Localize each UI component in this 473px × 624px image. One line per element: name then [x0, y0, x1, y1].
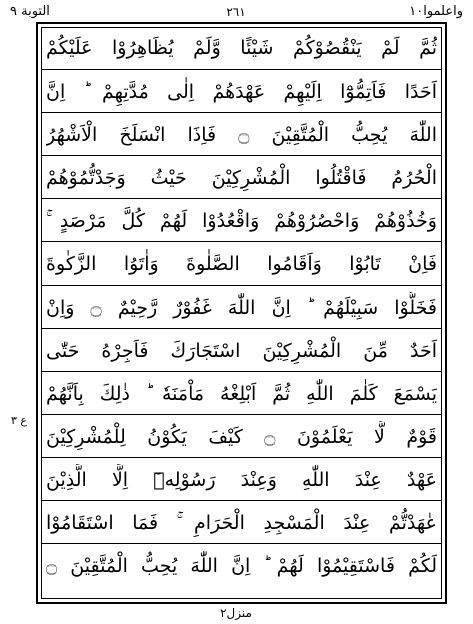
verse-line-text: اللّٰهَ يُحِبُّ الْمُتَّقِيْنَ ۝ فَاِذَا انْسَلَخَ الْاَشْهُرُ: [46, 124, 437, 146]
line-rule: [42, 241, 441, 242]
juz-name-header: واعلموا١٠: [409, 4, 463, 19]
line-rule: [42, 500, 441, 501]
verse-line-text: اَحَدٌ مِّنَ الْمُشْرِكِيْنَ اسْتَجَارَكَ فَاَجِرْهُ حَتّٰى: [46, 340, 437, 362]
verse-line: [42, 503, 441, 541]
line-rule: [42, 328, 441, 329]
verse-lines: [42, 28, 441, 598]
line-rule: [42, 371, 441, 372]
verse-line-text: فَخَلُّوْا سَبِيْلَهُمْ ؕ اِنَّ اللّٰهَ غَفُوْرٌ رَّحِيْمٌ ۝ وَاِنْ: [46, 297, 437, 319]
verse-line: [42, 460, 441, 498]
line-rule: [42, 457, 441, 458]
verse-line: [42, 201, 441, 239]
verse-line-text: وَخُذُوْهُمْ وَاحْصُرُوْهُمْ وَاقْعُدُوْا لَهُمْ كُلَّ مَرْصَدٍ ۚ: [46, 210, 437, 232]
verse-line: [42, 374, 441, 412]
verse-line-text: يَسْمَعَ كَلٰمَ اللّٰهِ ثُمَّ اَبْلِغْهُ مَاْمَنَهٗ ؕ ذٰلِكَ بِاَنَّهُمْ: [46, 383, 437, 405]
line-rule: [42, 414, 441, 415]
surah-name-header: التوبة ٩: [10, 4, 50, 19]
verse-line-text: فَاِنْ تَابُوْا وَاَقَامُوا الصَّلٰوةَ وَاٰتَوُا الزَّكٰوةَ: [46, 253, 437, 275]
line-rule: [42, 155, 441, 156]
verse-line-text: عٰهَدْتُّمْ عِنْدَ الْمَسْجِدِ الْحَرَامِ ۚ فَمَا اسْتَقَامُوْا: [46, 512, 437, 534]
verse-line-text: الْحُرُمُ فَاقْتُلُوا الْمُشْرِكِيْنَ حَيْثُ وَجَدْتُّمُوْهُمْ: [46, 167, 437, 189]
verse-line: [42, 158, 441, 196]
verse-line-text: اَحَدًا فَاَتِمُّوْٓا اِلَيْهِمْ عَهْدَهُمْ اِلٰى مُدَّتِهِمْ ؕ اِنَّ: [46, 81, 437, 103]
verse-line-text: ثُمَّ لَمْ يَنْقُصُوْكُمْ شَيْئًا وَّلَمْ يُظَاهِرُوْا عَلَيْكُمْ: [46, 37, 437, 59]
line-rule: [42, 198, 441, 199]
verse-line-text: عَهْدٌ عِنْدَ اللّٰهِ وَعِنْدَ رَسُوْلِهٖٓ اِلَّا الَّذِيْنَ: [46, 469, 437, 491]
line-rule: [42, 285, 441, 286]
verse-line: [42, 72, 441, 110]
line-rule: [42, 543, 441, 544]
verse-line: [42, 28, 441, 66]
ruku-marker: ع ٣: [11, 414, 27, 427]
verse-line: [42, 244, 441, 282]
line-rule: [42, 69, 441, 70]
verse-line-text: لَكُمْ فَاسْتَقِيْمُوْا لَهُمْ ؕ اِنَّ اللّٰهَ يُحِبُّ الْمُتَّقِيْنَ ۝: [46, 555, 437, 577]
verse-line: [42, 331, 441, 369]
page-number: ٢٦١: [226, 5, 246, 19]
line-rule: [42, 112, 441, 113]
verse-line: [42, 546, 441, 584]
manzil-footer: منزل٢: [220, 606, 252, 620]
verse-line-text: قَوْمٌ لَّا يَعْلَمُوْنَ ۝ كَيْفَ يَكُوْنُ لِلْمُشْرِكِيْنَ: [46, 426, 437, 448]
verse-line: [42, 115, 441, 153]
verse-line: [42, 417, 441, 455]
verse-line: [42, 288, 441, 326]
